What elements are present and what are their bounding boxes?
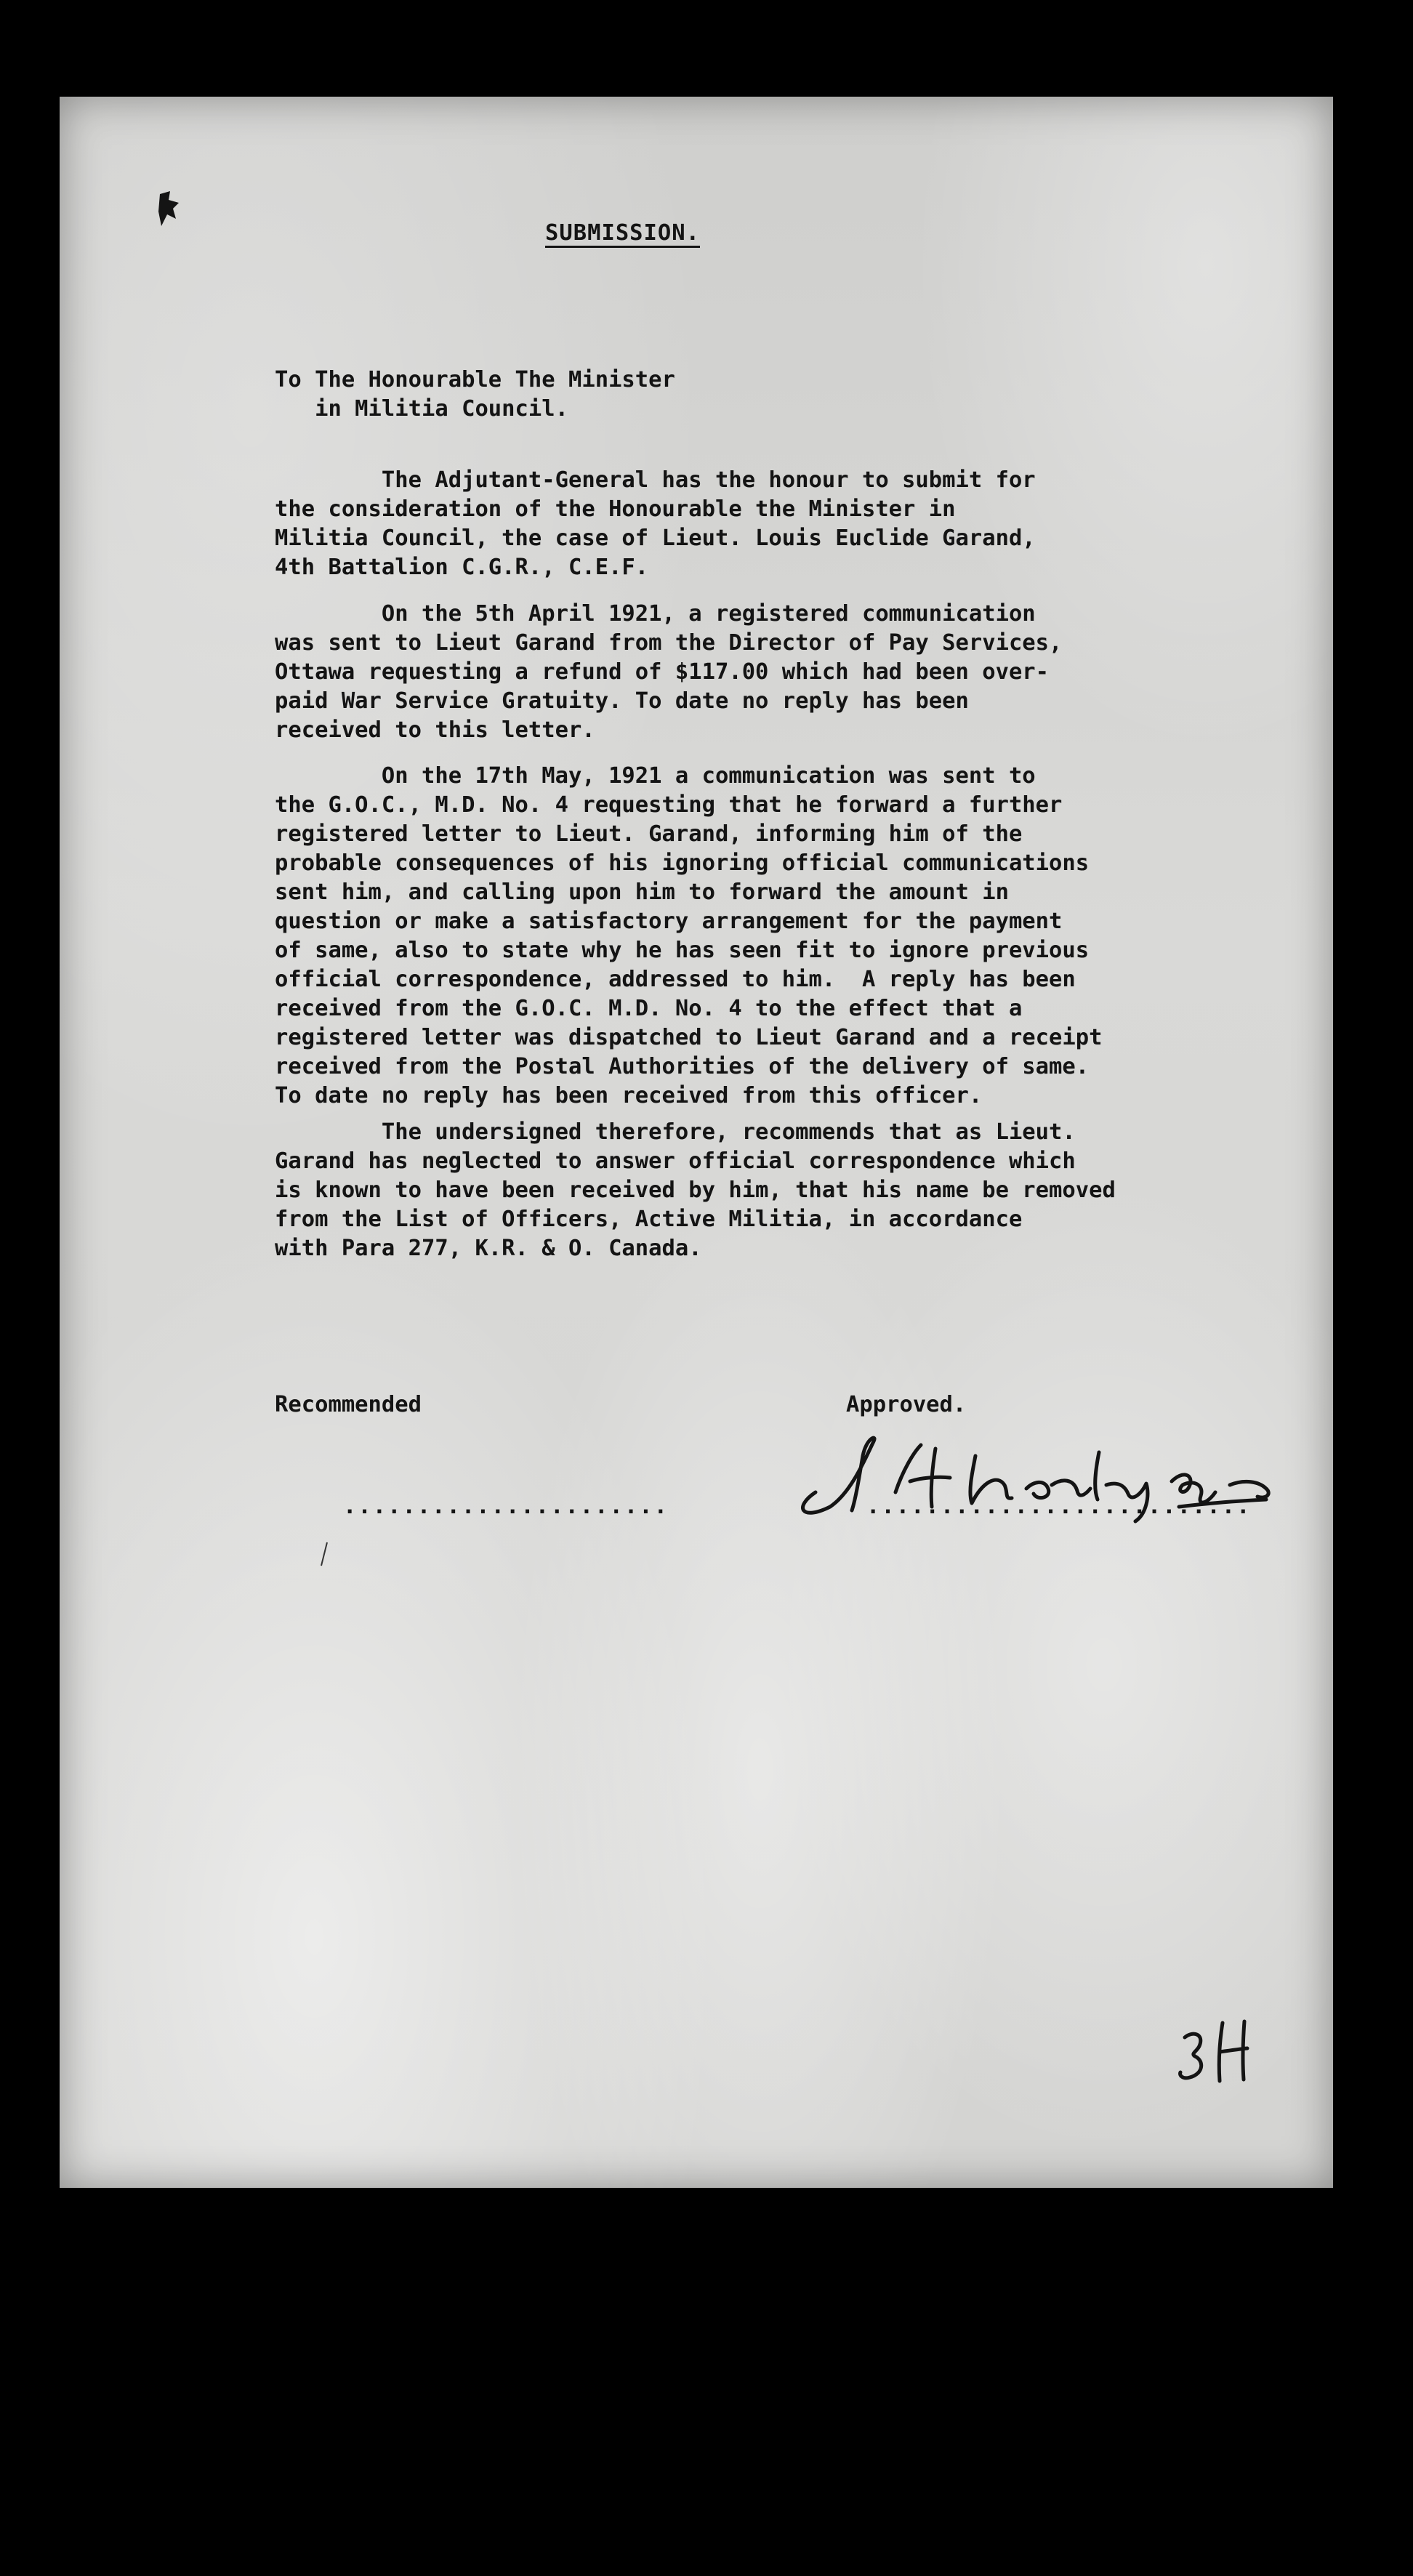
document-title: SUBMISSION. [545, 220, 700, 246]
margin-mark-icon [154, 190, 183, 230]
approved-signature-line: .......................... [866, 1494, 1252, 1519]
folio-number [1172, 2008, 1259, 2088]
paragraph-refund-request: On the 5th April 1921, a registered communication was sent to Lieut Garand from the Director of Pay Services, Ottawa requesting a refund of $117.00 which had been over- paid War Service Gratuity. To date no reply has been received to this letter. [275, 601, 1063, 743]
paragraph-goc-communication: On the 17th May, 1921 a communication was sent to the G.O.C., M.D. No. 4 requesting that he forward a further registered letter to Lieut. Garand, informing him of the probable consequences of his ignoring official communications sent him, and calling upon him to forward the amount in question or make a satisfactory arrangement for the payment of same, also to state why he has seen fit to ignore previous official correspondence, addressed to him. A reply has been received from the G.O.C. M.D. No. 4 to the effect that a registered letter was dispatched to Lieut Garand and a receipt received from the Postal Authorities of the delivery of same. To date no reply has been received from this officer. [275, 763, 1103, 1108]
handwritten-signature [786, 1412, 1295, 1529]
pencil-tick-icon [317, 1539, 331, 1569]
recommended-label: Recommended [275, 1392, 422, 1417]
addressee: To The Honourable The Minister in Militia Council. [275, 367, 675, 422]
recommended-signature-line: ...................... [343, 1494, 669, 1519]
paragraph-intro: The Adjutant-General has the honour to submit for the consideration of the Honourable the Minister in Militia Council, the case of Lieut. Louis Euclide Garand, 4th Battalion C.G.R., C.E.F. [275, 467, 1036, 580]
approved-label: Approved. [846, 1392, 967, 1417]
document-page [60, 97, 1333, 2188]
paragraph-recommendation: The undersigned therefore, recommends that as Lieut. Garand has neglected to answer official correspondence which is known to have been received by him, that his name be removed from the List of Officers, Active Militia, in accordance with Para 277, K.R. & O. Canada. [275, 1119, 1116, 1261]
